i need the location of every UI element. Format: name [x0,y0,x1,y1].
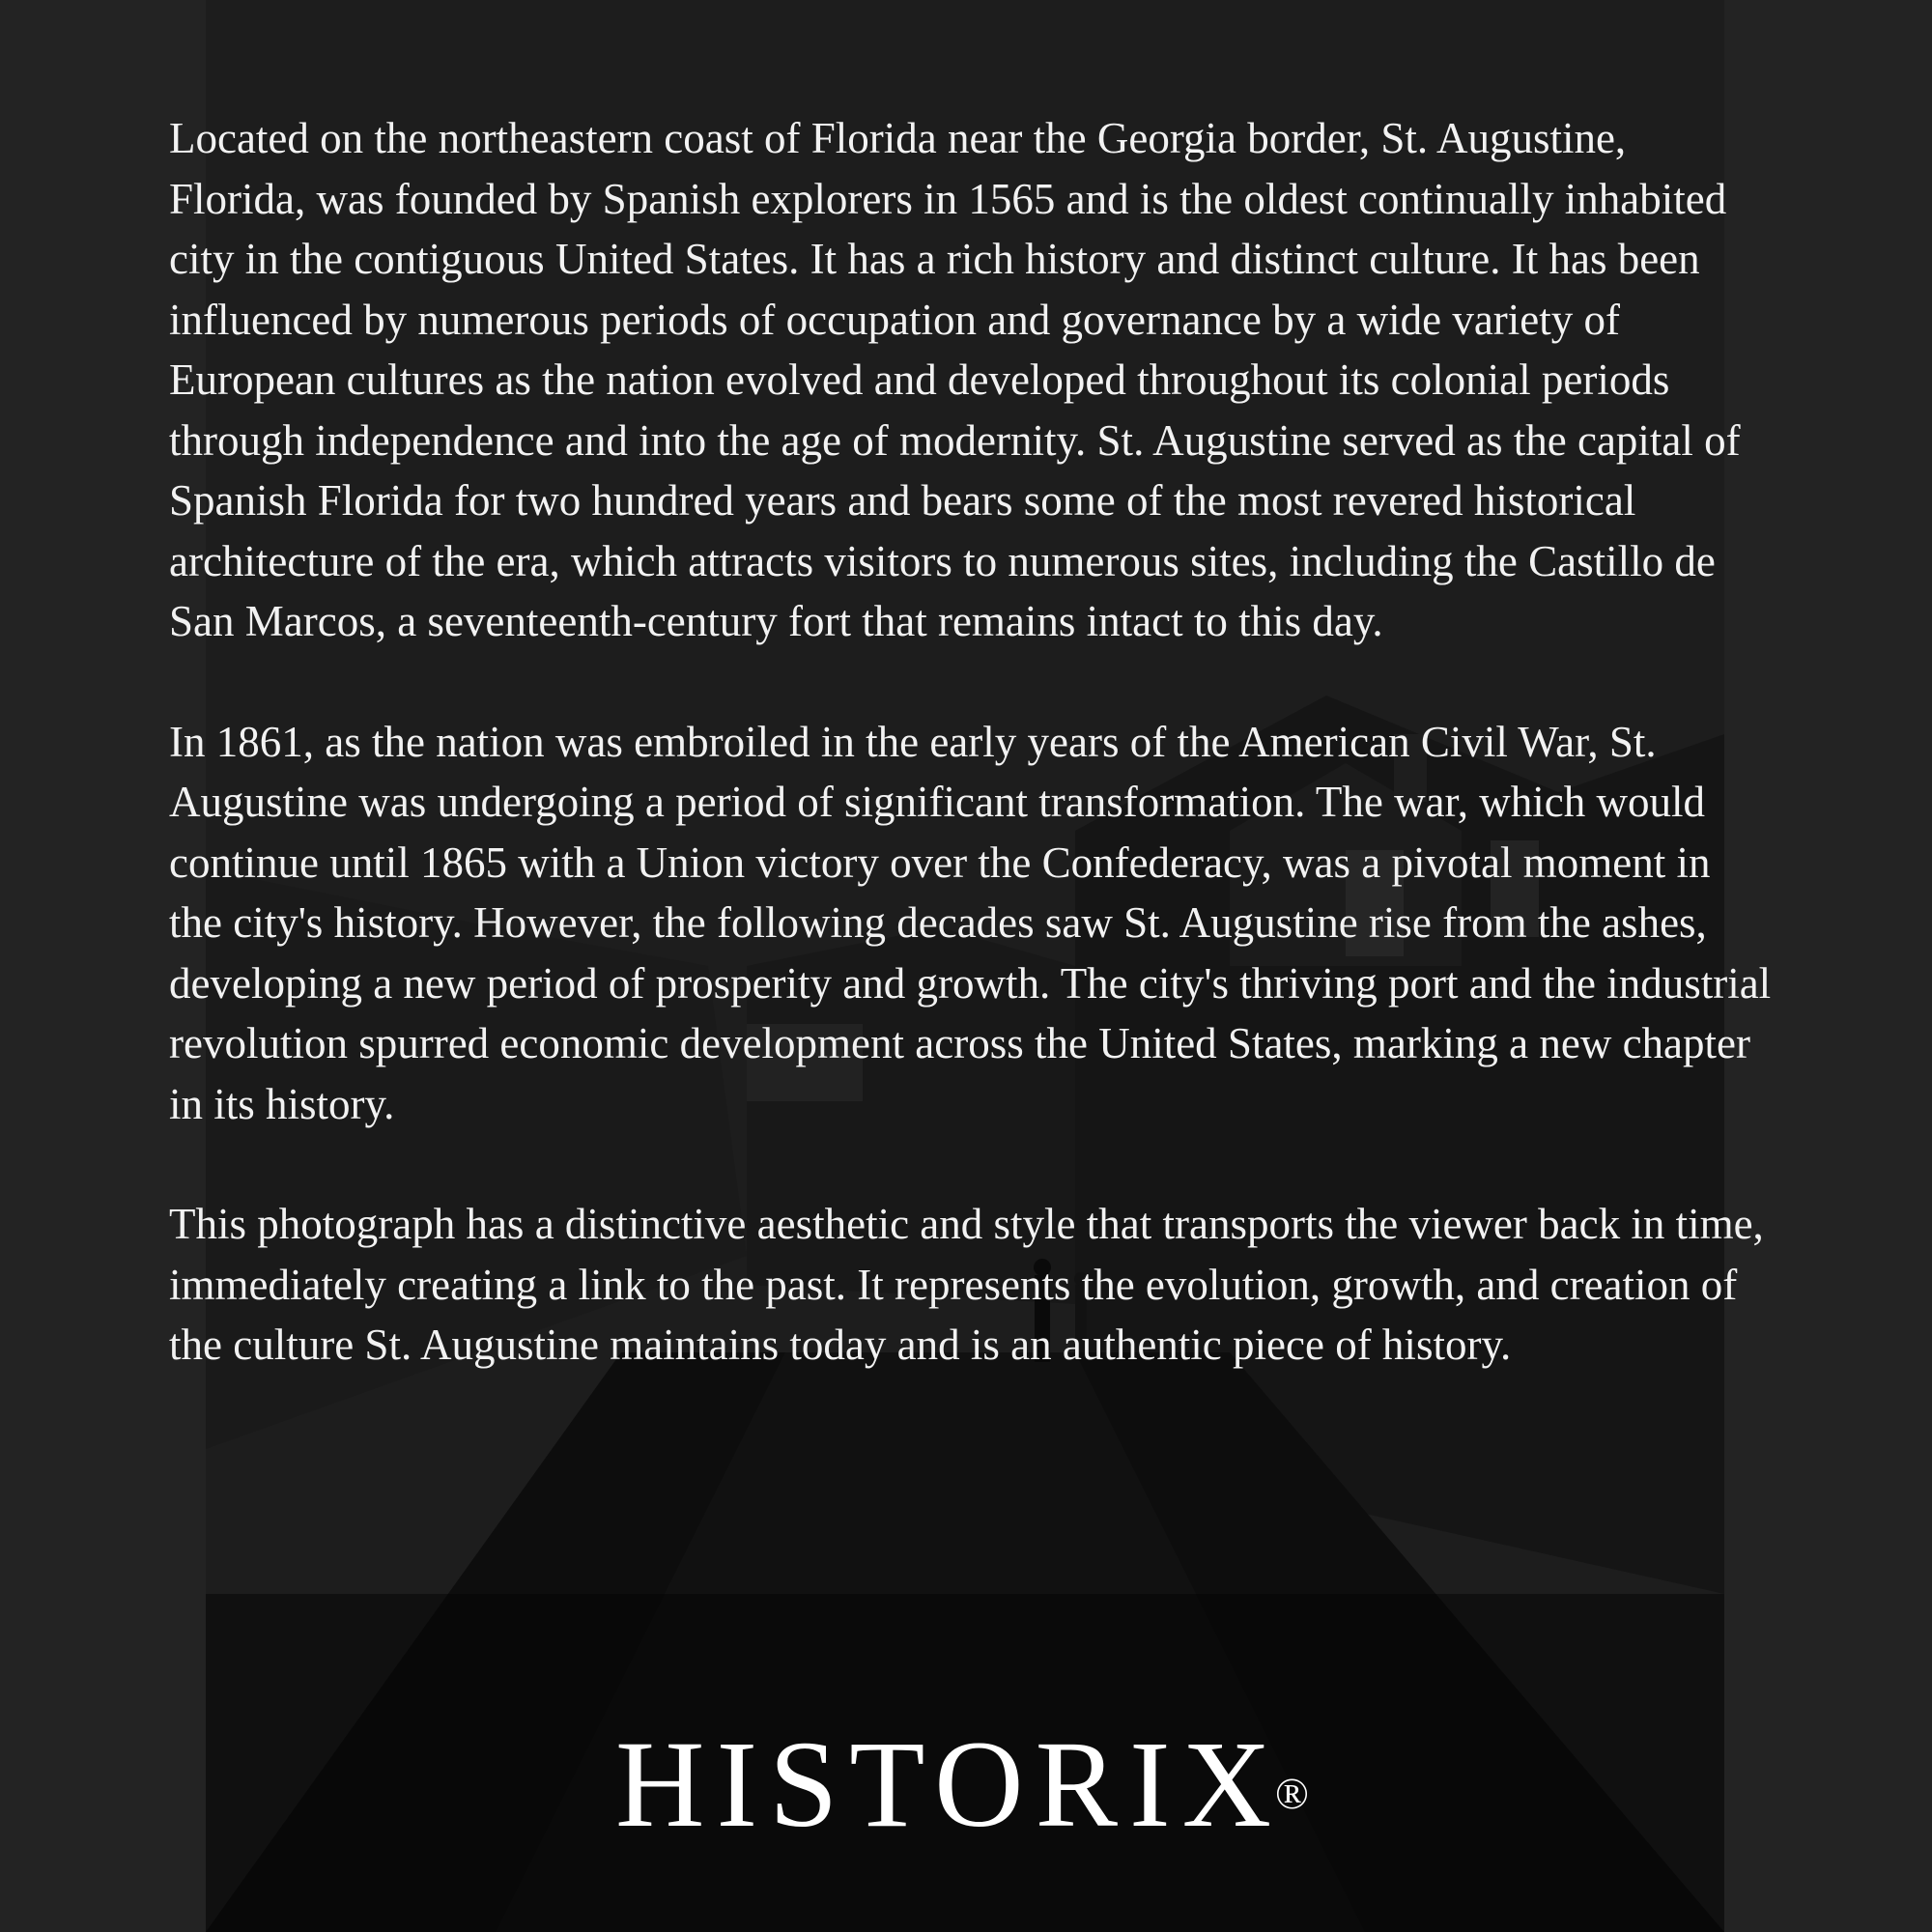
paragraph-civil-war: In 1861, as the nation was embroiled in the early years of the American Civil War, St. Augustine was undergoing a period of significant transformation. The war, which would continue until 1865 with a Union victory over the Confederacy, was a pivotal moment in the city's history. However, the following decades saw St. Augustine rise from the ashes, developing a new period of prosperity and growth. The city's thriving port and the industrial revolution spurred economic development across the United States, marking a new chapter in its history. [169,717,1772,1128]
paragraph-history: Located on the northeastern coast of Florida near the Georgia border, St. Augustine, Florida, was founded by Spanish explorers in 1565 and is the oldest continually inhabited city in the contiguous United States. It has a rich history and distinct culture. It has been influenced by numerous periods of occupation and governance by a wide variety of European cultures as the nation evolved and developed throughout its colonial periods through independence and into the age of modernity. St. Augustine served as the capital of Spanish Florida for two hundred years and bears some of the most revered historical architecture of the era, which attracts visitors to numerous sites, including the Castillo de San Marcos, a seventeenth-century fort that remains intact to this day. [169,114,1741,645]
article-body [169,108,1773,1435]
paragraph-photograph: This photograph has a distinctive aesthetic and style that transports the viewer back in time, immediately creating a link to the past. It represents the evolution, growth, and creation of the culture St. Augustine maintains today and is an authentic piece of history. [169,1200,1764,1369]
registered-mark: ® [1275,1769,1309,1818]
historix-logo [0,1716,1932,1853]
logo-text: HISTORIX [615,1716,1284,1853]
